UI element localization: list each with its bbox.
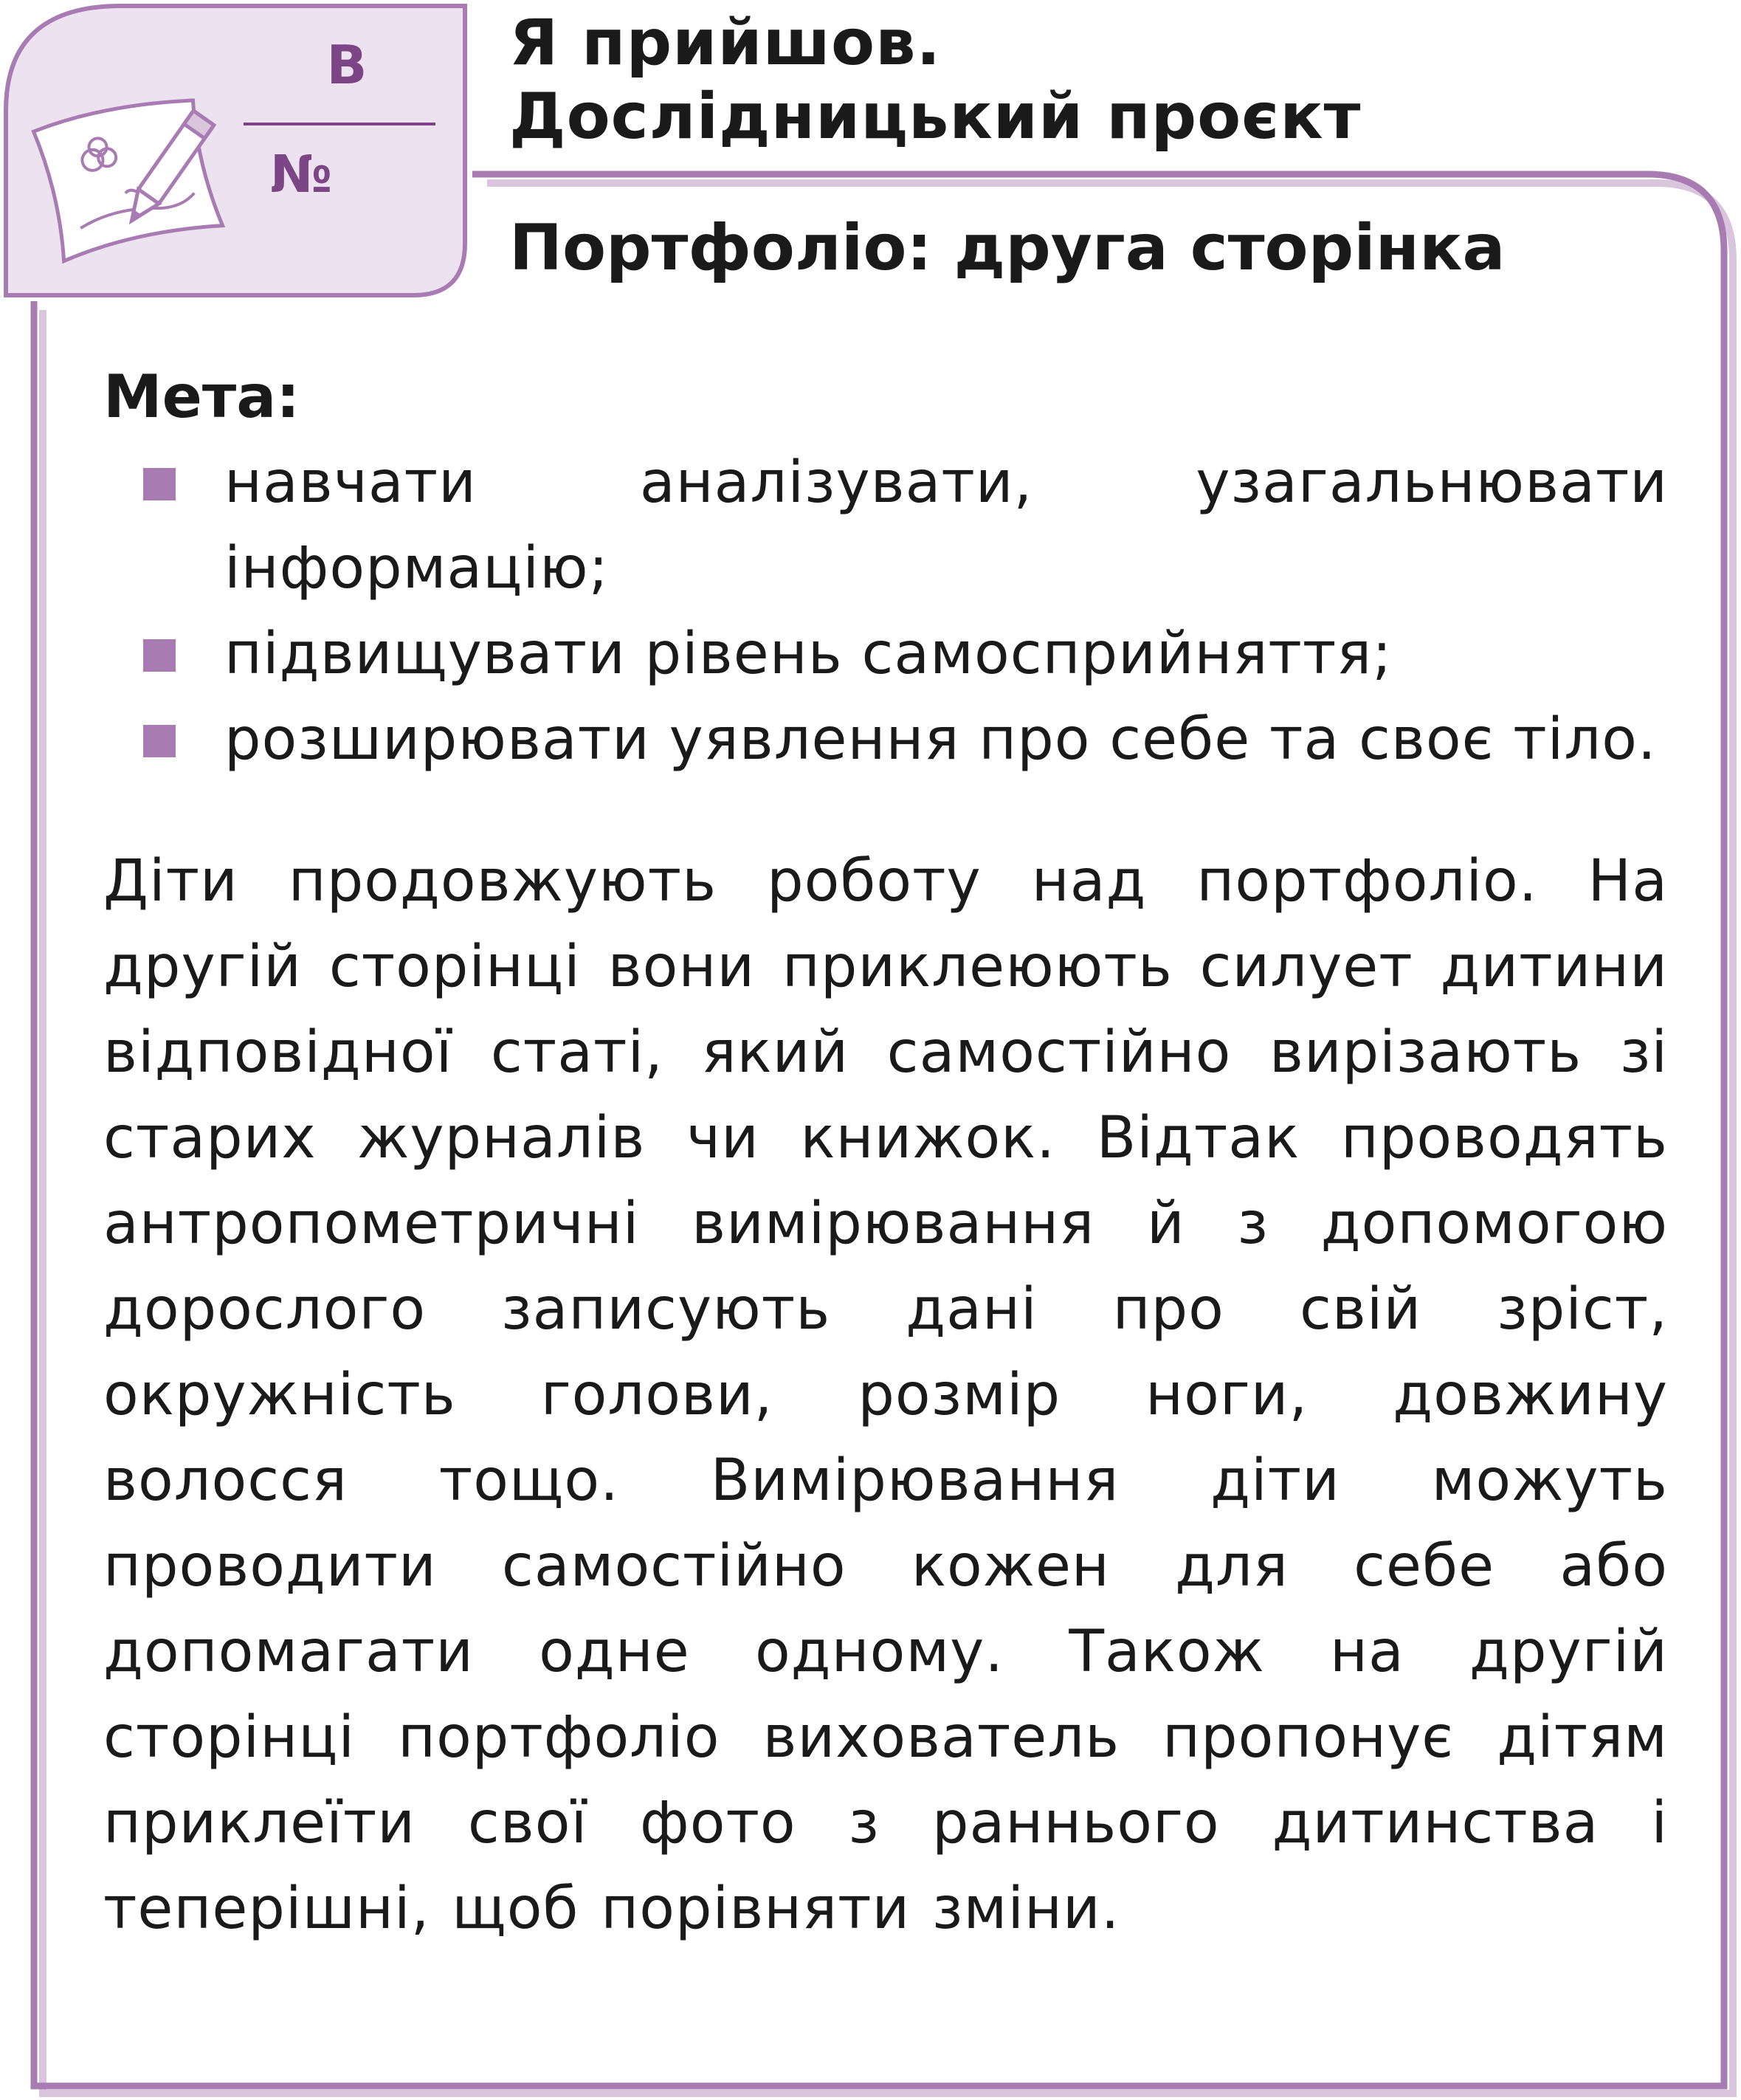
title-line-2: Дослідницький проєкт xyxy=(509,80,1362,154)
badge-letter: В xyxy=(326,34,368,96)
square-bullet-icon xyxy=(143,725,176,757)
square-bullet-icon xyxy=(143,639,176,672)
goal-text: навчати аналізувати, узагальнювати інформацію; xyxy=(224,450,1668,602)
goal-heading: Мета: xyxy=(103,362,300,431)
square-bullet-icon xyxy=(143,468,176,500)
goal-text: розширювати уявлення про себе та своє тіло. xyxy=(224,706,1657,773)
goal-text: підвищувати рівень самосприйняття; xyxy=(224,621,1393,687)
page-title xyxy=(509,6,1361,154)
description-paragraph: Діти продовжують роботу над портфоліо. На другій сторінці вони приклеюють силует дитини відповідної статі, який самостійно вирізають зі старих журналів чи книжок. Відтак проводять антропометричні вимірювання й з допомогою дорослого записують дані про свій зріст, окружність голови, розмір ноги, довжину волосся тощо. Вимірювання діти можуть проводити самостійно кожен для себе або допомагати одне одному. Також на другій сторінці портфоліо вихователь пропонує дітям приклеїти свої фото з раннього дитинства і теперішні, щоб порівняти зміни. xyxy=(103,848,1668,1942)
page-subtitle: Портфоліо: друга сторінка xyxy=(509,211,1506,285)
badge-tab xyxy=(6,6,465,295)
list-item xyxy=(103,440,1668,611)
list-item xyxy=(103,611,1668,697)
badge-number-label: № xyxy=(269,144,333,204)
goal-list xyxy=(103,440,1668,782)
title-line-1: Я прийшов. xyxy=(509,6,942,80)
card-content xyxy=(103,354,1668,1952)
list-item xyxy=(103,697,1668,782)
